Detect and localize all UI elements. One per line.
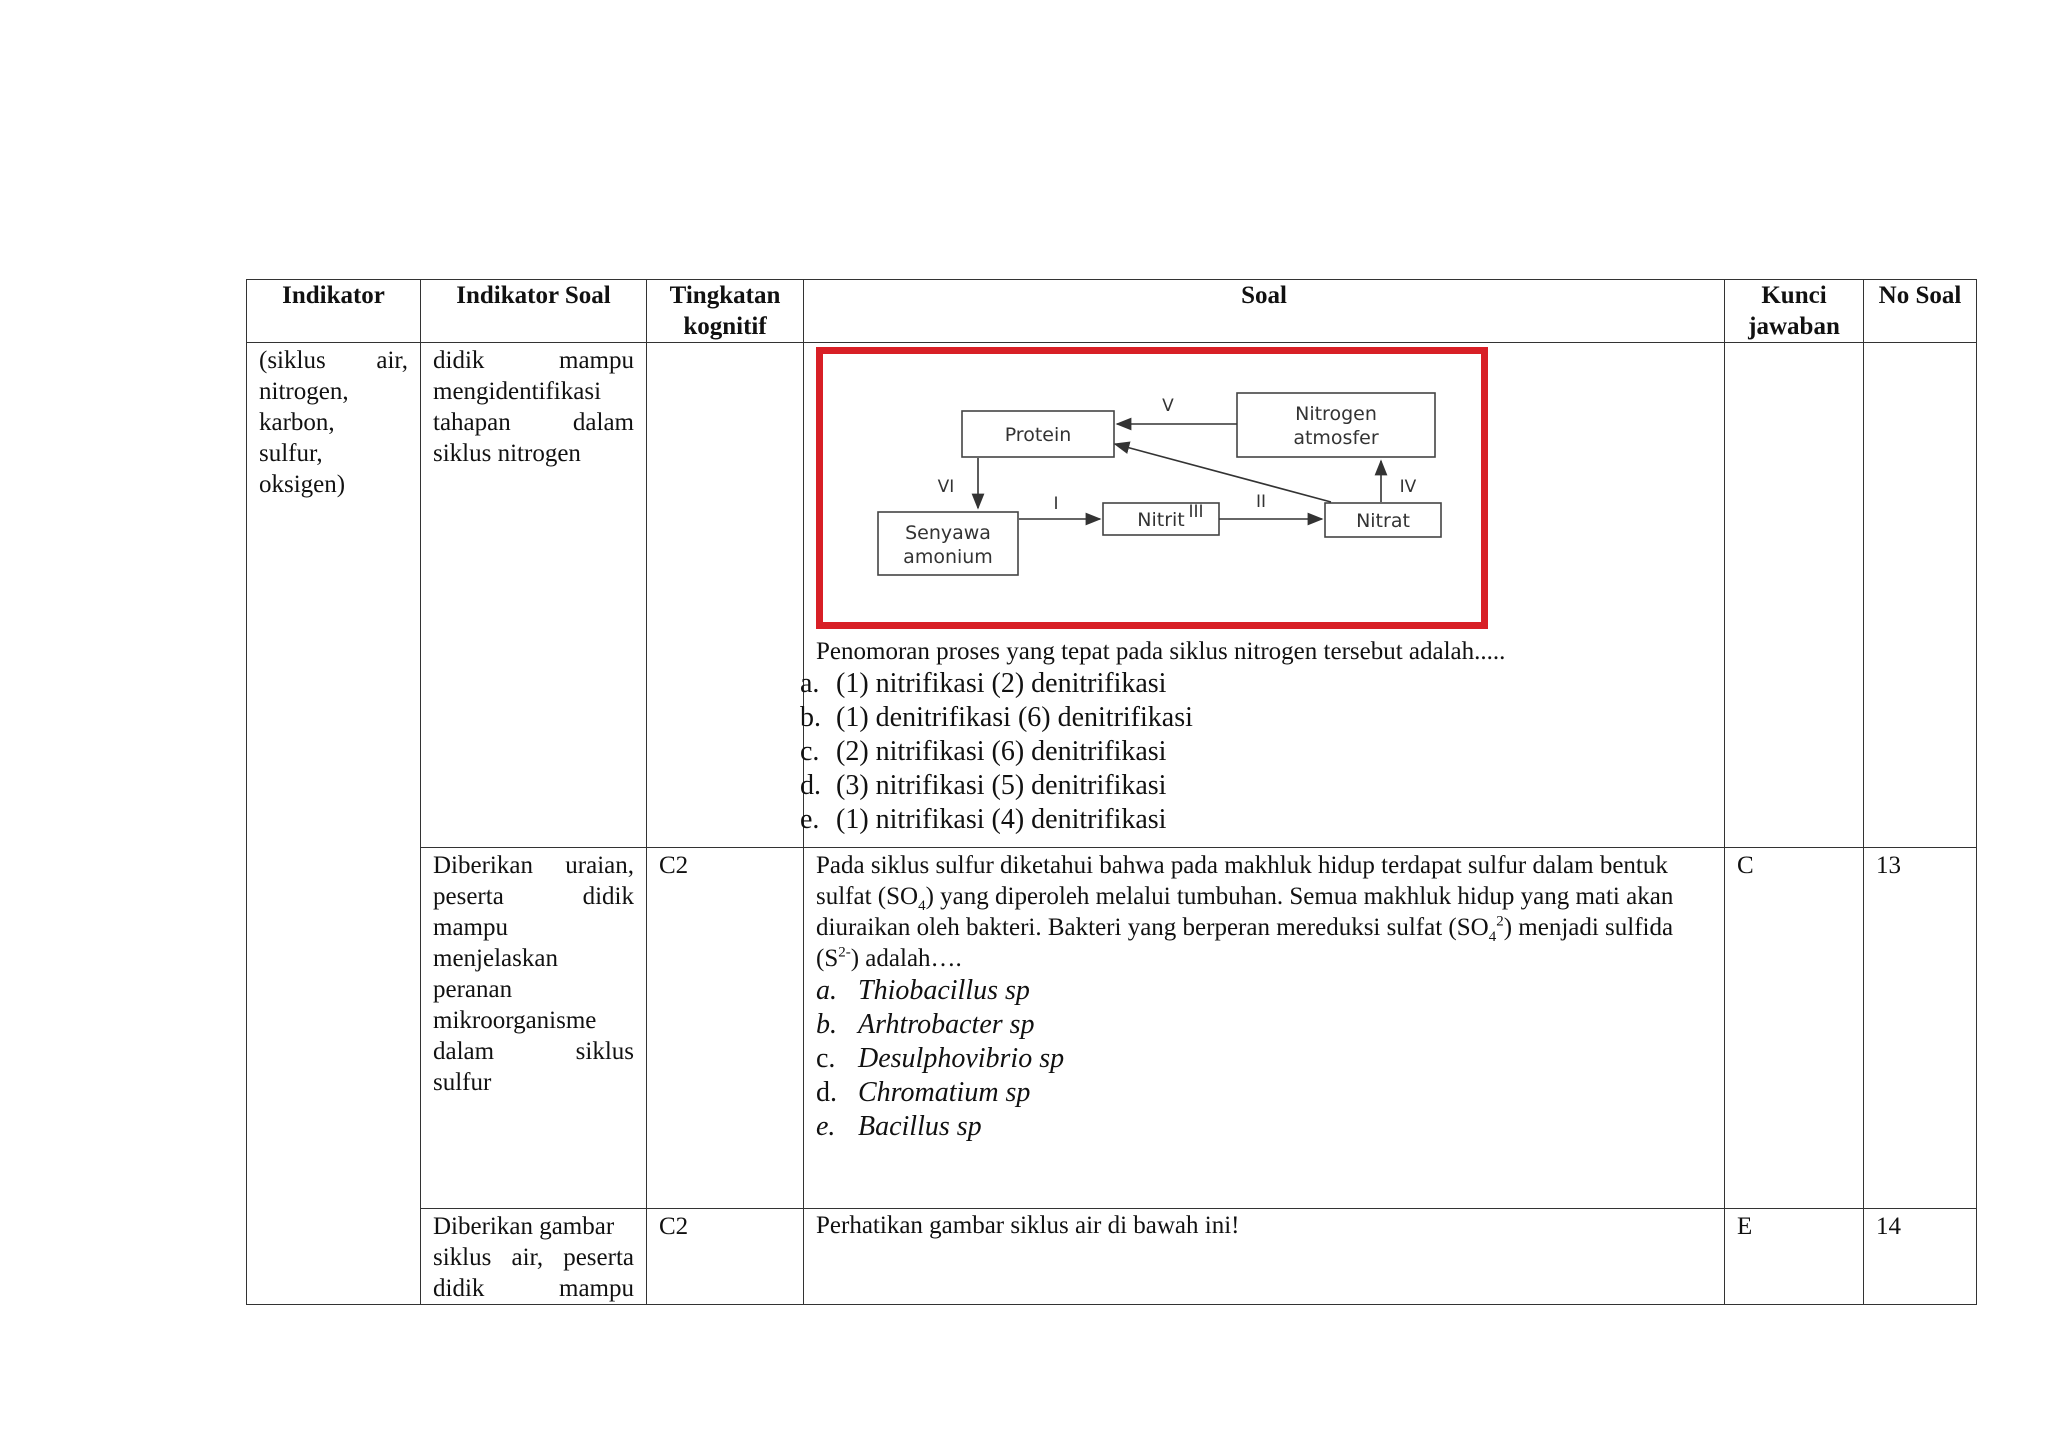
indikator-soal-line: Diberikan gambar [433,1213,615,1240]
label-iii: III [1188,502,1204,522]
option-text: (1) nitrifikasi (2) denitrifikasi [836,668,1167,699]
table-row-nitrogen [247,343,1977,848]
indikator-soal-line: Diberikan uraian, [433,852,634,879]
question-part: ) menjadi sulfida (S [816,914,1674,972]
label-v: V [1162,396,1174,416]
indikator-soal-line: siklus nitrogen [433,440,581,467]
kunci-cell [1725,343,1864,848]
indikator-soal-line: dalam siklus [433,1038,634,1065]
header-no-soal: No Soal [1864,280,1977,343]
nitrogen-label: Nitrogen [1295,403,1377,425]
option-label: e. [800,804,820,835]
amonium-label: amonium [903,546,993,568]
table-row-air [247,1209,1977,1305]
option-text: Desulphovibrio sp [858,1043,1065,1074]
list-item [800,803,1712,837]
table-row-sulfur [247,848,1977,1209]
option-text: (3) nitrifikasi (5) denitrifikasi [836,770,1167,801]
options-list-sulfur [816,974,1712,1144]
tingkatan-cell: C2 [647,848,804,1209]
list-item [800,701,1712,735]
indikator-soal-line: sulfur [433,1069,492,1096]
soal-cell [804,848,1725,1209]
indikator-line: (siklus air, [259,347,408,374]
list-item [816,1042,1712,1076]
option-text: Arhtrobacter sp [858,1009,1035,1040]
nitrogen-cycle-diagram [816,347,1488,629]
header-tingkatan-kognitif: Tingkatan kognitif [647,280,804,343]
list-item [800,735,1712,769]
option-label: c. [800,736,820,767]
question-grid-table [246,279,1977,1305]
subscript: 4 [918,898,926,914]
option-label: d. [800,770,821,801]
question-text-sulfur [816,850,1712,974]
list-item [816,974,1712,1008]
option-label: b. [816,1009,837,1040]
protein-label: Protein [1004,424,1072,446]
option-text: Thiobacillus sp [858,975,1030,1006]
header-kunci-jawaban: Kunci jawaban [1725,280,1864,343]
indikator-line: sulfur, [259,440,323,467]
header-indikator-soal: Indikator Soal [421,280,647,343]
superscript: 2- [838,944,851,961]
tingkatan-cell [647,343,804,848]
nitrit-label: Nitrit [1137,509,1185,531]
question-text-air: Perhatikan gambar siklus air di bawah ini! [816,1212,1240,1239]
option-label: a. [800,668,820,699]
option-label: e. [816,1111,836,1142]
option-label: d. [816,1077,837,1108]
indikator-soal-line: mampu [433,914,508,941]
nitrogen-cycle-svg [823,354,1481,622]
soal-cell [800,343,1725,848]
question-part: Pada siklus sulfur diketahui bahwa pada makhluk hidup terdapat sulfur dalam bentuk sulfat (SO [816,852,1668,910]
indikator-soal-line: tahapan dalam [433,409,634,436]
list-item [816,1076,1712,1110]
no-soal-cell [1864,343,1977,848]
question-text-nitrogen: Penomoran proses yang tepat pada siklus nitrogen tersebut adalah..... [816,638,1506,665]
indikator-cell [247,343,421,1305]
label-iv: IV [1399,477,1417,497]
option-label: b. [800,702,821,733]
label-i: I [1053,494,1059,514]
question-part: ) adalah…. [850,945,962,972]
senyawa-label: Senyawa [905,522,991,544]
list-item [816,1110,1712,1144]
indikator-line: karbon, [259,409,335,436]
indikator-soal-line: siklus air, peserta [433,1244,634,1271]
label-ii: II [1255,492,1267,512]
nitrat-label: Nitrat [1356,510,1410,532]
indikator-line: oksigen) [259,471,346,498]
header-row [247,280,1977,343]
list-item [816,1008,1712,1042]
indikator-soal-line: didik mampu [433,347,634,374]
indikator-soal-line: mengidentifikasi [433,378,602,405]
list-item [800,769,1712,803]
option-text: (2) nitrifikasi (6) denitrifikasi [836,736,1167,767]
indikator-soal-line: didik mampu [433,1275,634,1302]
no-soal-cell: 13 [1864,848,1977,1209]
option-label: c. [816,1043,836,1074]
header-indikator: Indikator [247,280,421,343]
soal-cell [804,1209,1725,1305]
tingkatan-cell: C2 [647,1209,804,1305]
kunci-cell: E [1725,1209,1864,1305]
options-list-nitrogen [800,667,1712,837]
option-text: Bacillus sp [858,1111,982,1142]
list-item [800,667,1712,701]
superscript: 2 [1496,913,1504,930]
indikator-soal-line: peserta didik [433,883,634,910]
indikator-soal-line: menjelaskan [433,945,558,972]
indikator-soal-cell [421,848,647,1209]
label-vi: VI [937,477,955,497]
option-text: Chromatium sp [858,1077,1031,1108]
question-part: ) yang diperoleh melalui tumbuhan. Semua makhluk hidup yang mati akan diuraikan oleh bakteri. Bakteri yang berperan mereduksi sulfat (SO [816,883,1674,941]
indikator-soal-line: peranan [433,976,513,1003]
indikator-soal-cell [421,343,647,848]
indikator-soal-cell [421,1209,647,1305]
option-text: (1) denitrifikasi (6) denitrifikasi [836,702,1193,733]
header-soal: Soal [804,280,1725,343]
subscript: 4 [1488,929,1497,945]
option-text: (1) nitrifikasi (4) denitrifikasi [836,804,1167,835]
indikator-line: nitrogen, [259,378,349,405]
no-soal-cell: 14 [1864,1209,1977,1305]
kunci-cell: C [1725,848,1864,1209]
indikator-soal-line: mikroorganisme [433,1007,597,1034]
atmosfer-label: atmosfer [1293,427,1379,449]
option-label: a. [816,975,837,1006]
